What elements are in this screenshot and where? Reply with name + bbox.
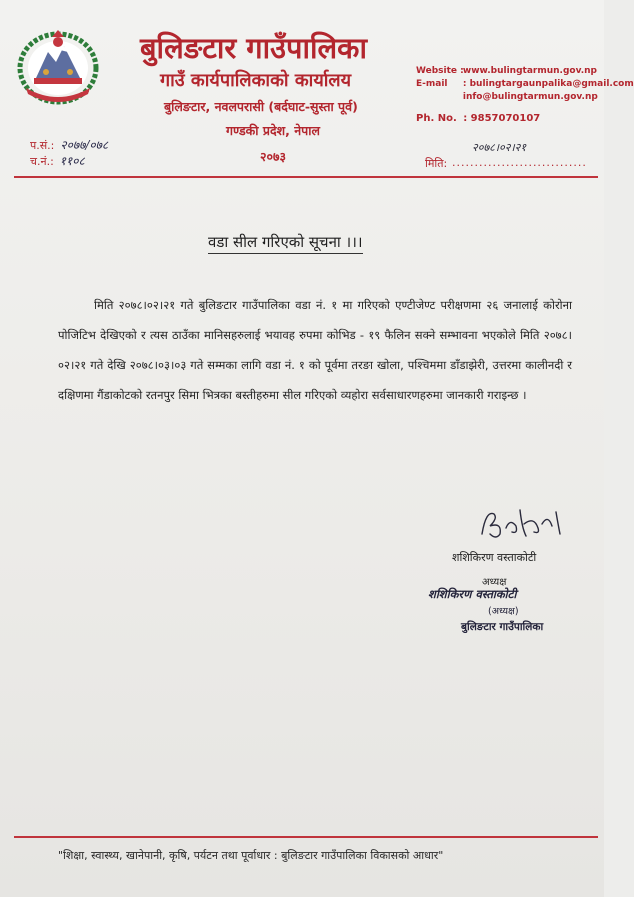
stamp-office: बुलिङटार गाउँपालिका (461, 621, 544, 633)
email-label: E-mail (416, 79, 448, 89)
website-row (416, 66, 634, 79)
municipality-title: बुलिङटार गाउँपालिका (140, 31, 367, 65)
nepal-coat-of-arms-icon (16, 28, 100, 104)
office-address: बुलिङटार, नवलपरासी (बर्दघाट-सुस्ता पूर्व) (164, 99, 358, 114)
signatory-title: अध्यक्ष (482, 577, 507, 588)
signatory-name: शशिकिरण वस्ताकोटी (452, 551, 537, 564)
date-dotted-line: .............................. (452, 156, 587, 169)
province-line: गण्डकी प्रदेश, नेपाल (226, 123, 320, 138)
header-divider (14, 176, 598, 178)
handwritten-signature (476, 504, 568, 544)
established-year: २०७३ (260, 149, 287, 164)
serial-label: प.सं.: (30, 139, 55, 152)
email-row-2 (416, 92, 634, 105)
footer-divider (14, 836, 598, 838)
stamp-name: शशिकिरण वस्ताकोटी (428, 587, 517, 601)
phone-row (416, 113, 634, 126)
email-link-2[interactable]: info@bulingtarmun.gov.np (462, 92, 598, 102)
email-link-1[interactable]: : bulingtargaunpalika@gmail.com (462, 79, 634, 89)
office-subtitle: गाउँ कार्यपालिकाको कार्यालय (160, 70, 352, 91)
stamp-role: (अध्यक्ष) (488, 606, 519, 617)
footer-motto: "शिक्षा, स्वास्थ्य, खानेपानी, कृषि, पर्यटन तथा पूर्वाधार : बुलिङटार गाउँपालिका विकासको आधार" (58, 849, 444, 862)
notice-paragraph: मिति २०७८।०२।२१ गते बुलिङटार गाउँपालिका वडा नं. १ मा गरिएको एण्टीजेण्ट परीक्षणमा २६ जनालाई कोरोना पोजिटिभ देखिएको र त्यस ठाउँका मानिसहरुलाई भयावह रुपमा कोभिड - १९ फैलिन सक्ने सम्भावना भएकोले मिति २०७८।०२।२१ गते देखि २०७८।०३।०३ गते सम्मका लागि वडा नं. १ को पूर्वमा तरङा खोला, पश्चिममा डाँडाझेरी, उत्तरमा कालीनदी र दक्षिणमा गैंडाकोटको रतनपुर सिमा भित्रका बस्तीहरुमा सील गरिएको व्यहोरा सर्वसाधारणहरुमा जानकारी गराइन्छ । (58, 298, 572, 402)
letter-serial (30, 136, 108, 153)
dispatch-value: ११०८ (59, 154, 85, 168)
dispatch-number (30, 152, 85, 169)
date-label: मिति: (425, 157, 448, 170)
letter-date-value: २०७८।०२।२१ (472, 141, 527, 154)
notice-title: वडा सील गरिएको सूचना ।।। (208, 232, 363, 254)
contact-block (416, 66, 634, 126)
phone-label: Ph. No. (416, 113, 457, 124)
email-row (416, 79, 634, 92)
phone-number: : 9857070107 (463, 113, 541, 124)
dispatch-label: च.नं.: (30, 155, 54, 168)
website-label: Website : (416, 66, 464, 76)
serial-value: २०७७/०७८ (60, 138, 109, 152)
website-link[interactable]: www.bulingtarmun.gov.np (462, 66, 597, 76)
notice-body (58, 290, 572, 410)
